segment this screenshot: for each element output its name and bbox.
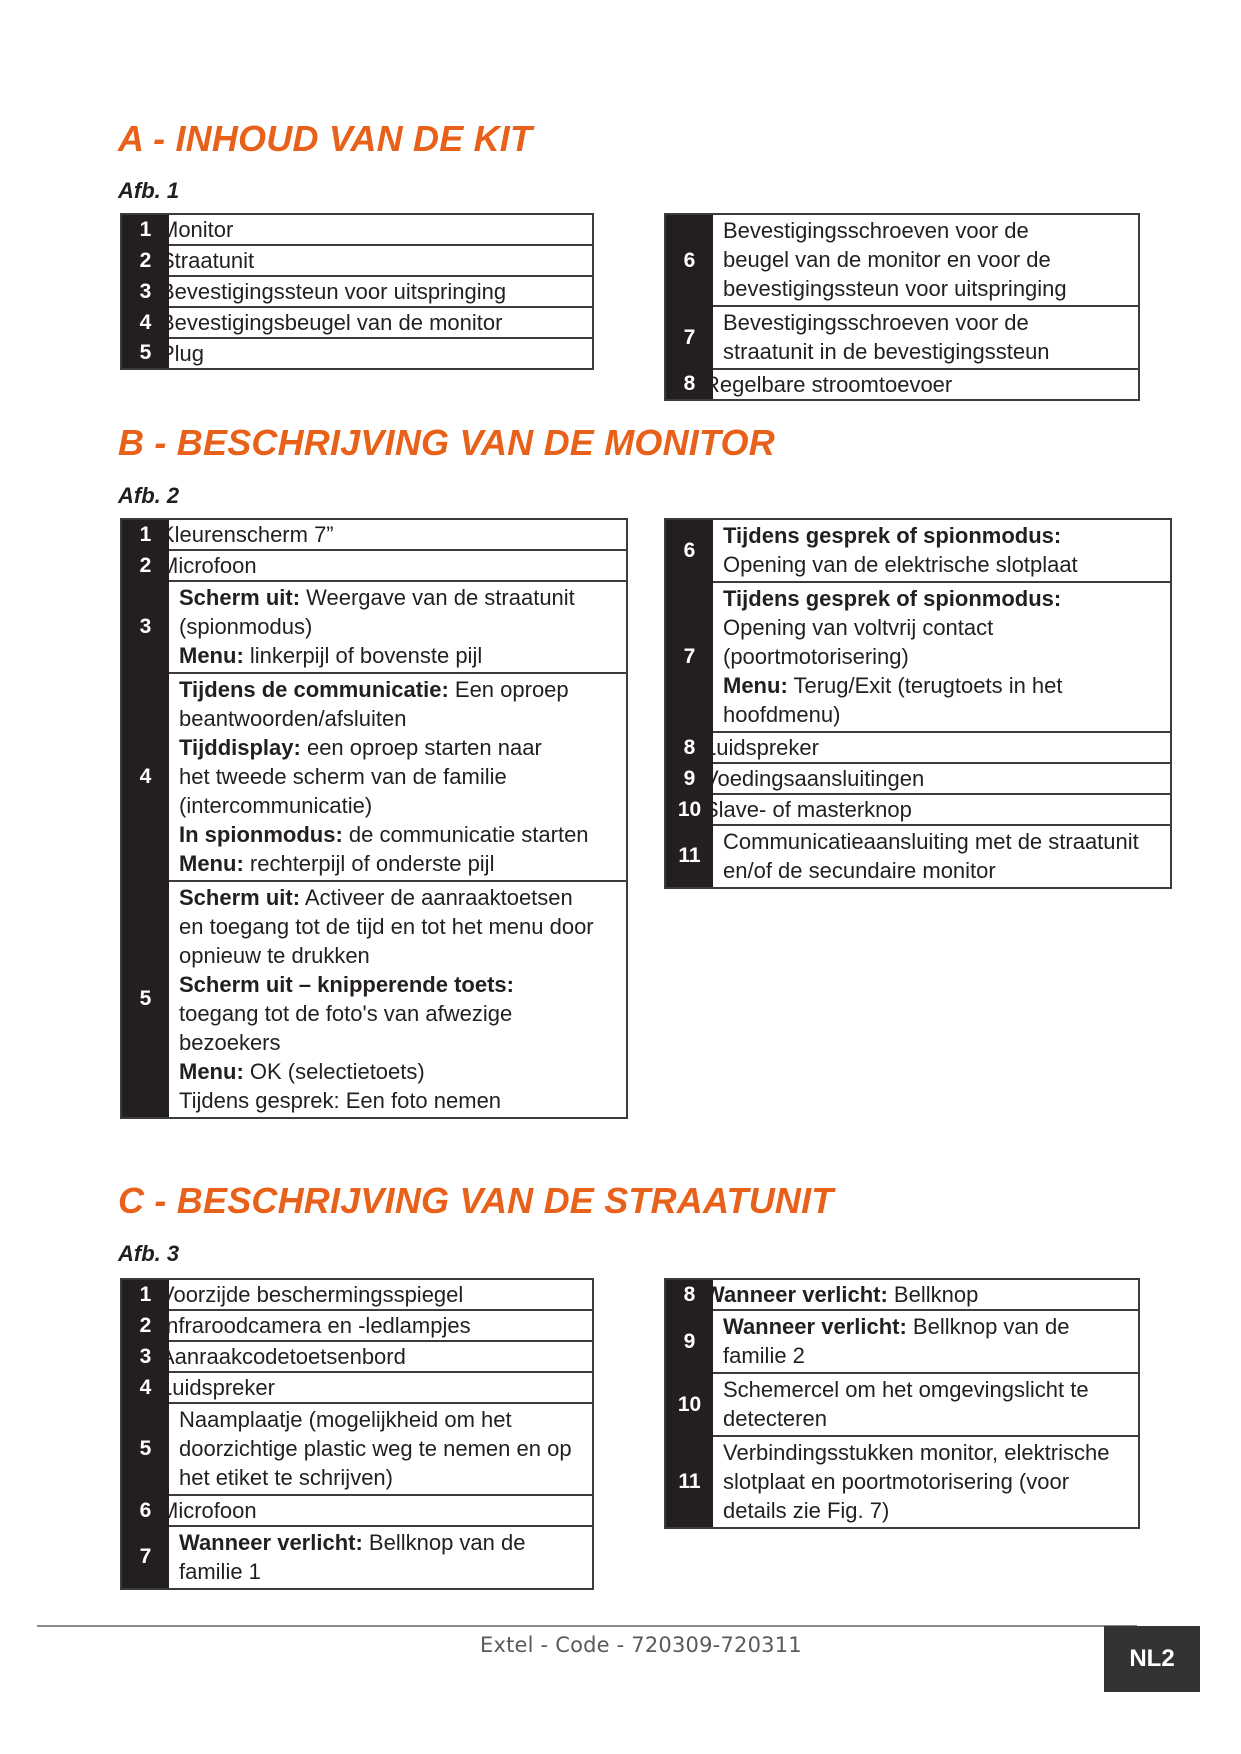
table-row — [121, 1495, 593, 1526]
description-line — [723, 700, 1164, 729]
text-segment: beantwoorden/afsluiten — [179, 706, 407, 731]
description-line — [704, 370, 1132, 399]
item-number: 11 — [665, 1436, 713, 1528]
item-description — [713, 519, 1171, 582]
text-segment: Monitor — [160, 217, 234, 242]
description-line — [179, 583, 620, 612]
description-line — [179, 912, 620, 941]
text-segment: en toegang tot de tijd en tot het menu door — [179, 914, 594, 939]
description-line — [179, 1086, 620, 1115]
description-line — [179, 791, 620, 820]
footer-code: Extel - Code - 720309-720311 — [480, 1633, 802, 1657]
item-description — [704, 732, 1171, 763]
table-row — [121, 307, 593, 338]
item-description — [704, 369, 1139, 400]
table-row — [665, 306, 1139, 369]
bold-label: Scherm uit: — [179, 885, 301, 910]
text-segment: Aanraakcodetoetsenbord — [160, 1344, 406, 1369]
item-description — [160, 1495, 593, 1526]
description-line — [179, 820, 620, 849]
text-segment: beugel van de monitor en voor de — [723, 247, 1051, 272]
text-segment: doorzichtige plastic weg te nemen en op — [179, 1436, 572, 1461]
table-row — [121, 276, 593, 307]
item-number: 6 — [121, 1495, 169, 1526]
page-number-tab: NL2 — [1104, 1626, 1200, 1692]
description-line — [723, 613, 1164, 642]
bold-label: Wanneer verlicht: — [704, 1282, 888, 1307]
item-description — [169, 1403, 593, 1495]
item-description — [704, 763, 1171, 794]
text-segment: Bevestigingsschroeven voor de — [723, 218, 1029, 243]
text-segment: Verbindingsstukken monitor, elektrische — [723, 1440, 1110, 1465]
text-segment: het etiket te schrijven) — [179, 1465, 393, 1490]
table-row — [665, 1279, 1139, 1310]
text-segment: Straatunit — [160, 248, 255, 273]
description-line — [160, 308, 586, 337]
table-monitor-left — [120, 518, 628, 1119]
text-segment: bevestigingssteun voor uitspringing — [723, 276, 1067, 301]
item-description — [169, 581, 627, 673]
table-row — [665, 582, 1171, 732]
table-row — [665, 1310, 1139, 1373]
text-segment: Activeer de aanraaktoetsen — [300, 885, 573, 910]
description-line — [160, 1280, 586, 1309]
text-segment: Bellknop — [887, 1282, 979, 1307]
table-row — [121, 581, 627, 673]
description-line — [160, 551, 620, 580]
table-row — [121, 1403, 593, 1495]
table-door-unit-left — [120, 1278, 594, 1590]
text-segment: Microfoon — [160, 1498, 257, 1523]
item-description — [160, 245, 593, 276]
description-line — [704, 733, 1164, 762]
text-segment: Terug/Exit (terugtoets in het — [787, 673, 1063, 698]
section-a-title: A - INHOUD VAN DE KIT — [118, 118, 533, 159]
item-description — [160, 307, 593, 338]
table-monitor-right — [664, 518, 1172, 889]
description-line — [723, 671, 1164, 700]
bold-label: Tijdens gesprek of spionmodus: — [723, 523, 1062, 548]
table-row — [665, 519, 1171, 582]
table-row — [121, 214, 593, 245]
table-row — [121, 245, 593, 276]
bold-label: In spionmodus: — [179, 822, 343, 847]
text-segment: Opening van de elektrische slotplaat — [723, 552, 1078, 577]
item-description — [713, 214, 1139, 306]
table-row — [665, 1373, 1139, 1436]
table-row — [121, 1279, 593, 1310]
item-number: 7 — [665, 306, 713, 369]
bold-label: Menu: — [179, 1059, 244, 1084]
text-segment: Slave- of masterknop — [704, 797, 912, 822]
item-number: 9 — [665, 1310, 713, 1373]
text-segment: Naamplaatje (mogelijkheid om het — [179, 1407, 512, 1432]
description-line — [723, 584, 1164, 613]
description-line — [723, 337, 1132, 366]
description-line — [704, 764, 1164, 793]
table-row — [121, 1310, 593, 1341]
item-number: 9 — [665, 763, 713, 794]
table-row — [665, 763, 1171, 794]
table-row — [665, 369, 1139, 400]
text-segment: Schemercel om het omgevingslicht te — [723, 1377, 1089, 1402]
text-segment: Bevestigingsschroeven voor de — [723, 310, 1029, 335]
text-segment: Voedingsaansluitingen — [704, 766, 925, 791]
text-segment: hoofdmenu) — [723, 702, 841, 727]
item-number: 6 — [665, 214, 713, 306]
description-line — [179, 1528, 586, 1557]
item-number: 2 — [121, 1310, 169, 1341]
text-segment: Voorzijde beschermingsspiegel — [160, 1282, 464, 1307]
table-row — [665, 732, 1171, 763]
description-line — [160, 520, 620, 549]
description-line — [179, 970, 620, 999]
text-segment: Weergave van de straatunit — [300, 585, 575, 610]
table-row — [121, 1372, 593, 1403]
description-line — [160, 1373, 586, 1402]
description-line — [723, 642, 1164, 671]
item-number: 3 — [121, 581, 169, 673]
item-description — [704, 794, 1171, 825]
text-segment: een oproep starten naar — [300, 735, 542, 760]
description-line — [179, 941, 620, 970]
item-description — [160, 1372, 593, 1403]
text-segment: (spionmodus) — [179, 614, 313, 639]
item-number: 6 — [665, 519, 713, 582]
description-line — [723, 216, 1132, 245]
description-line — [179, 675, 620, 704]
description-line — [179, 1463, 586, 1492]
item-number: 5 — [121, 338, 169, 369]
item-number: 5 — [121, 881, 169, 1118]
item-description — [713, 306, 1139, 369]
text-segment: Bevestigingssteun voor uitspringing — [160, 279, 507, 304]
text-segment: Luidspreker — [160, 1375, 275, 1400]
item-number: 8 — [665, 732, 713, 763]
item-number: 7 — [121, 1526, 169, 1589]
table-row — [121, 550, 627, 581]
table-row — [665, 825, 1171, 888]
bold-label: Tijddisplay: — [179, 735, 301, 760]
description-line — [723, 274, 1132, 303]
item-description — [713, 582, 1171, 732]
text-segment: de communicatie starten — [342, 822, 589, 847]
description-line — [704, 1280, 1132, 1309]
bold-label: Scherm uit: — [179, 585, 301, 610]
description-line — [179, 704, 620, 733]
text-segment: Bevestigingsbeugel van de monitor — [160, 310, 503, 335]
description-line — [723, 550, 1164, 579]
text-segment: straatunit in de bevestigingssteun — [723, 339, 1050, 364]
table-row — [121, 1341, 593, 1372]
item-number: 4 — [121, 307, 169, 338]
description-line — [160, 1311, 586, 1340]
item-description — [713, 825, 1171, 888]
description-line — [179, 883, 620, 912]
text-segment: opnieuw te drukken — [179, 943, 370, 968]
description-line — [160, 277, 586, 306]
item-number: 3 — [121, 276, 169, 307]
description-line — [723, 1312, 1132, 1341]
item-number: 10 — [665, 1373, 713, 1436]
text-segment: (intercommunicatie) — [179, 793, 373, 818]
item-number: 10 — [665, 794, 713, 825]
section-c-title: C - BESCHRIJVING VAN DE STRAATUNIT — [118, 1180, 834, 1221]
text-segment: rechterpijl of onderste pijl — [243, 851, 495, 876]
item-number: 1 — [121, 1279, 169, 1310]
description-line — [179, 1057, 620, 1086]
text-segment: linkerpijl of bovenste pijl — [243, 643, 483, 668]
description-line — [723, 1438, 1132, 1467]
text-segment: Plug — [160, 341, 205, 366]
item-description — [169, 881, 627, 1118]
description-line — [179, 849, 620, 878]
table-kit-contents-left — [120, 213, 594, 370]
description-line — [704, 795, 1164, 824]
item-description — [704, 1279, 1139, 1310]
item-number: 2 — [121, 245, 169, 276]
bold-label: Menu — [179, 851, 237, 876]
text-segment: familie 2 — [723, 1343, 805, 1368]
bold-label: Tijdens gesprek of spionmodus: — [723, 586, 1062, 611]
text-segment: Opening van voltvrij contact — [723, 615, 994, 640]
text-segment: en/of de secundaire monitor — [723, 858, 996, 883]
text-segment: Bellknop van de — [906, 1314, 1070, 1339]
footer-divider — [37, 1625, 1137, 1627]
item-description — [160, 214, 593, 245]
description-line — [723, 521, 1164, 550]
text-segment: bezoekers — [179, 1030, 281, 1055]
item-description — [160, 276, 593, 307]
table-row — [665, 794, 1171, 825]
bold-label: Scherm uit – knipperende toets: — [179, 972, 514, 997]
text-segment: Infraroodcamera en -ledlampjes — [160, 1313, 471, 1338]
figure-label-afb-2: Afb. 2 — [118, 483, 180, 508]
item-number: 2 — [121, 550, 169, 581]
description-line — [160, 215, 586, 244]
text-segment: toegang tot de foto's van afwezige — [179, 1001, 513, 1026]
item-number: 8 — [665, 1279, 713, 1310]
text-segment: Bellknop van de — [362, 1530, 526, 1555]
table-row — [121, 881, 627, 1118]
item-number: 7 — [665, 582, 713, 732]
item-description — [169, 673, 627, 881]
item-description — [713, 1373, 1139, 1436]
description-line — [723, 1467, 1132, 1496]
description-line — [160, 1342, 586, 1371]
text-segment: Luidspreker — [704, 735, 819, 760]
text-segment: OK (selectietoets) — [243, 1059, 425, 1084]
item-description — [713, 1436, 1139, 1528]
item-number: 8 — [665, 369, 713, 400]
item-description — [713, 1310, 1139, 1373]
bold-label: Wanneer verlicht: — [179, 1530, 363, 1555]
table-row — [121, 338, 593, 369]
description-line — [723, 1496, 1132, 1525]
item-number: 5 — [121, 1403, 169, 1495]
item-number: 1 — [121, 214, 169, 245]
item-description — [160, 1279, 593, 1310]
text-segment: Microfoon — [160, 553, 257, 578]
table-row — [121, 519, 627, 550]
item-description — [160, 519, 627, 550]
description-line — [179, 999, 620, 1028]
item-number: 11 — [665, 825, 713, 888]
item-number: 3 — [121, 1341, 169, 1372]
item-description — [160, 1310, 593, 1341]
text-segment: (poortmotorisering) — [723, 644, 909, 669]
item-description — [160, 1341, 593, 1372]
text-segment: Kleurenscherm 7” — [160, 522, 334, 547]
description-line — [160, 1496, 586, 1525]
table-door-unit-right — [664, 1278, 1140, 1529]
figure-label-afb-3: Afb. 3 — [118, 1241, 180, 1266]
text-segment: het tweede scherm van de familie — [179, 764, 507, 789]
section-b-title: B - BESCHRIJVING VAN DE MONITOR — [118, 422, 775, 463]
text-segment: slotplaat en poortmotorisering (voor — [723, 1469, 1070, 1494]
text-segment: detecteren — [723, 1406, 827, 1431]
table-kit-contents-right — [664, 213, 1140, 401]
item-description — [160, 338, 593, 369]
description-line — [179, 1028, 620, 1057]
text-segment: Een oproep — [448, 677, 569, 702]
item-number: 4 — [121, 673, 169, 881]
description-line — [723, 308, 1132, 337]
item-number: 1 — [121, 519, 169, 550]
description-line — [723, 827, 1164, 856]
description-line — [723, 245, 1132, 274]
text-segment: familie 1 — [179, 1559, 261, 1584]
description-line — [723, 1375, 1132, 1404]
description-line — [723, 1404, 1132, 1433]
description-line — [160, 339, 586, 368]
text-segment: Communicatieaansluiting met de straatunit — [723, 829, 1139, 854]
bold-label: : — [236, 851, 244, 876]
item-number: 4 — [121, 1372, 169, 1403]
bold-label: Menu: — [723, 673, 788, 698]
table-row — [665, 214, 1139, 306]
description-line — [160, 246, 586, 275]
description-line — [723, 856, 1164, 885]
table-row — [665, 1436, 1139, 1528]
bold-label: Tijdens de communicatie: — [179, 677, 449, 702]
description-line — [723, 1341, 1132, 1370]
item-description — [169, 1526, 593, 1589]
description-line — [179, 612, 620, 641]
item-description — [160, 550, 627, 581]
description-line — [179, 1557, 586, 1586]
table-row — [121, 1526, 593, 1589]
description-line — [179, 762, 620, 791]
text-segment: Tijdens gesprek: Een foto nemen — [179, 1088, 502, 1113]
description-line — [179, 1405, 586, 1434]
table-row — [121, 673, 627, 881]
text-segment: details zie Fig. 7) — [723, 1498, 890, 1523]
description-line — [179, 733, 620, 762]
description-line — [179, 1434, 586, 1463]
bold-label: Wanneer verlicht: — [723, 1314, 907, 1339]
bold-label: Menu: — [179, 643, 244, 668]
text-segment: Regelbare stroomtoevoer — [704, 372, 953, 397]
description-line — [179, 641, 620, 670]
figure-label-afb-1: Afb. 1 — [118, 178, 180, 203]
